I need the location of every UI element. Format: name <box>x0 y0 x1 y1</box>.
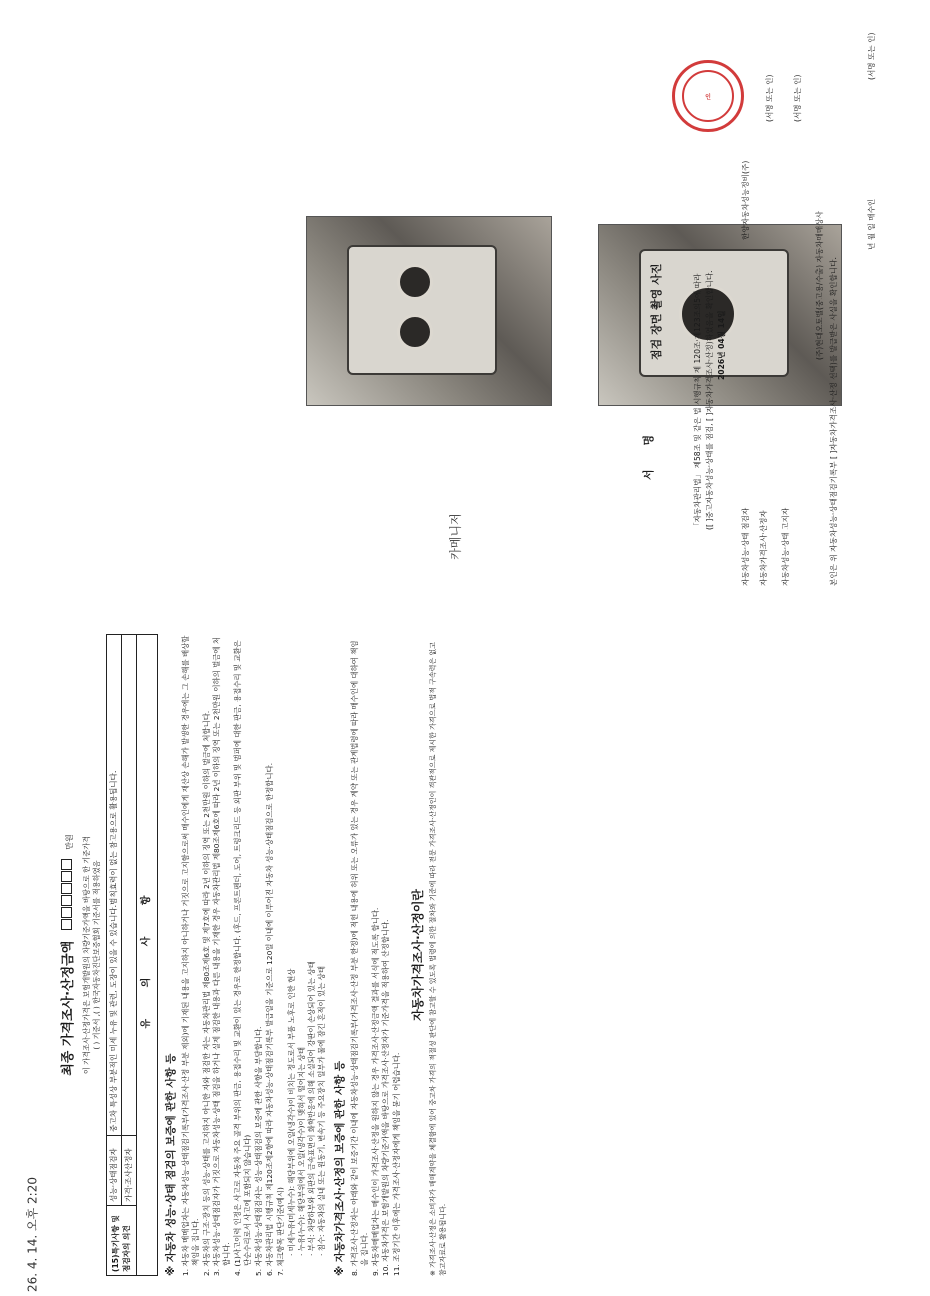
front-inspection-photo <box>306 216 552 406</box>
inspector-label: 성능·상태점검자 <box>106 1136 121 1206</box>
section-1-item: 1. 자동차 매매업자는 자동차성능·상태점검기록부(가격조사·산정 부분 제외)에 기재된 내용을 고지하지 아니하거나 거짓으로 고지함으로써 매수인에게 재산상 손해가 발생한 경우에는 그 손해를 배상할 책임을 집니다. <box>180 635 200 1276</box>
appraiser-opinion <box>122 635 137 1136</box>
signature-title: 서 명 <box>642 424 655 480</box>
company-seal-icon <box>672 60 744 132</box>
section-1-item: 6. 자동차관리법 시행규칙 제120조제2항에 따라 자동차성능·상태점검기록부 발급일을 기준으로 120일 이내에 이루어진 자동차 성능·상태점검으로 한정합니다. <box>265 762 275 1276</box>
price-digit-boxes <box>60 858 77 930</box>
legal-basis-line-1: 「자동차관리법」 제58조 및 같은 법 시행규칙 제 120조·제123조의5에 따라 <box>693 273 702 530</box>
legal-basis-line-2: ([ ]중고자동차성능·상태를 점검, [ ]자동차가격조사·산정)하였음을 확인합니다. <box>705 270 714 530</box>
signer-2-label: 자동차가격조사·산정자 <box>759 510 768 586</box>
buyer-confirm-date: 년 월 일 매수인 <box>867 198 876 250</box>
intro-line-2: ( ) 기준서 ,( ) 한국자동차진단보증협회 기준서를 적용하였음 <box>92 860 102 1050</box>
photo-section-title-visible: 점검 장면 촬영 사진 <box>650 263 663 360</box>
signer-3-name: (주)현대오토밸(중고용/수출) 자동차매매상사 <box>815 211 824 360</box>
special-notes-label: (15)특기사항 및 점검자의 의견 <box>106 1206 136 1276</box>
signer-2-sign: (서명 또는 인) <box>793 74 802 122</box>
section-2-item: 8. 가격조사·산정자는 아래와 같이 보증기간 이내에 자동차성능·상태점검기록부(가격조사·산정 부분 한정)에 적힌 내용에 허위 또는 오류가 있는 경우 계약 또는 관계법령에 따라 매수인에 대하여 책임을 집니다. <box>349 640 369 1276</box>
section-1-title: ※ 자동차 성능·상태 점검의 보증에 관한 사항 등 <box>164 1053 177 1276</box>
signature-date: 2026년 04월 14일 <box>717 310 726 380</box>
section-1-item: 7. 체크항목 판단기준(예시) <box>275 1187 285 1276</box>
section-1-item: 4. (1)사고이력 인정은 사고로 자동차 주요 골격 부위의 판금, 용접수리 및 교환이 있는 경우로 한정합니다. (후드, 프론트펜더, 도어, 트렁크리드 등 외판 부위 및 범퍼에 대한 판금, 용접수리 및 교환은 단순수리로서 사고에 포함되지 않습니다) <box>233 640 253 1276</box>
criteria-item: · 부식: 차량하부와 외판의 금속표면이 화학반응에 의해 소실되어 강판이 손상되어 있는 상태 <box>306 961 316 1256</box>
signer-1-sign: (서명 또는 인) <box>765 74 774 122</box>
signer-3-label: 자동차성능·상태 고지자 <box>781 507 790 586</box>
headlight-right-icon <box>397 264 433 300</box>
final-price-title: 최종 가격조사·산정금액 <box>61 940 77 1076</box>
print-datetime: 26. 4. 14. 오후 2:20 <box>25 1177 40 1293</box>
buyer-sign: (서명 또는 인) <box>867 32 876 80</box>
signer-1-label: 자동차성능·상태 점검자 <box>741 507 750 586</box>
signer-1-name: 한양자동차성능정비(주) <box>741 160 750 240</box>
section-1-item: 2. 자동차의 구조·장치 등의 성능·상태를 고지하지 아니한 자와 점검한 자는 자동차관리법 제80조제6호 및 제7호에 따라 2년 이하의 징역 또는 2천만원 이하의 벌금에 처합니다. <box>201 710 211 1276</box>
headlight-left-icon <box>397 314 433 350</box>
section-2-item: 9. 자동차매매업자는 매수인이 가격조사·산정을 원하지 않는 경우 가격조사·산정금액 결과를 서식에 적도록 합니다. <box>370 907 380 1276</box>
print-window-name: 카메니저 <box>448 513 463 560</box>
photo-and-signature-block <box>110 4 722 586</box>
section-2-title: ※ 자동차가격조사·산정의 보증에 관한 사항 등 <box>333 1060 346 1276</box>
inspector-opinion: 중고차 특성상 부분적인 미세 누유 및 관련, 도장이 있을 수 있습니다.범칙효력이 없는 참고용으로 활용됩니다. <box>106 635 121 1136</box>
inspection-record-page-left <box>48 620 888 1290</box>
section-1-item: 3. 자동차성능·상태점검자가 거짓으로 자동차성능·상태 점검을 하거나 실제 점검한 내용과 다른 내용을 기재한 경우 자동차관리법 제80조제6호에 따라 2년 이하의 징역 또는 2천만원 이하의 벌금에 처합니다. <box>212 636 232 1276</box>
criteria-item: · 침수: 자동차의 실내 또는 원동기, 변속기 등 주요장치 일부가 물에 잠긴 흔적이 있는 상태 <box>316 966 326 1256</box>
final-price-heading <box>60 634 78 1276</box>
section-1-item: 5. 자동차성능·상태점검자는 성능·상태점검의 보증에 관한 사항을 부담합니다. <box>254 1026 264 1276</box>
appraisal-definition-title: 자동차가격조사·산정이란 <box>411 888 426 1022</box>
caution-heading: 유 의 사 항 <box>137 634 157 1276</box>
section-2-item: 11. 조정기간 이후에는 가격조사·산정자에게 책임을 묻기 어렵습니다. <box>392 1052 402 1276</box>
criteria-item: · 미세누유(미세누수): 해당부위에 오일(냉각수)이 비치는 정도로서 부품 노후로 인한 현상 <box>286 968 296 1256</box>
special-notes-table <box>106 634 137 1276</box>
price-unit: 만원 <box>65 834 75 850</box>
appraisal-definition-note: ※ 가격조사·산정은 소비자가 매매계약을 체결함에 있어 중고차 가격의 적절성 판단에 참고할 수 있도록 법령에 의한 절차와 기준에 따라 전문 가격조사·산정인이 객관적으로 제시한 가격으로 법적 구속력은 없고 참고자료로 활용됩니다. <box>429 642 447 1276</box>
appraiser-label: 가격·조사산정자 <box>122 1136 137 1206</box>
seal-inner: 인 <box>682 70 734 122</box>
buyer-confirm-line: 본인은 위 자동차성능·상태점검기록부 [ ]자동차가격조사·산정 선택)를 발급받은 사실을 확인합니다. <box>829 257 838 586</box>
section-2-item: 10. 자동차가격은 보험개발원의 차량기준가액을 바탕으로 가격조사·산정자가 기준가격을 적용하여 산정합니다. <box>381 919 391 1276</box>
intro-line-1: 이 가격조사·산정가격은 보험개발원의 차량기준가액을 바탕으로 한 기준가격 <box>81 835 91 1075</box>
criteria-item: · 누유(누수): 해당부위에서 오일(냉각수)이 맺혀서 떨어지는 상태 <box>296 1047 306 1256</box>
